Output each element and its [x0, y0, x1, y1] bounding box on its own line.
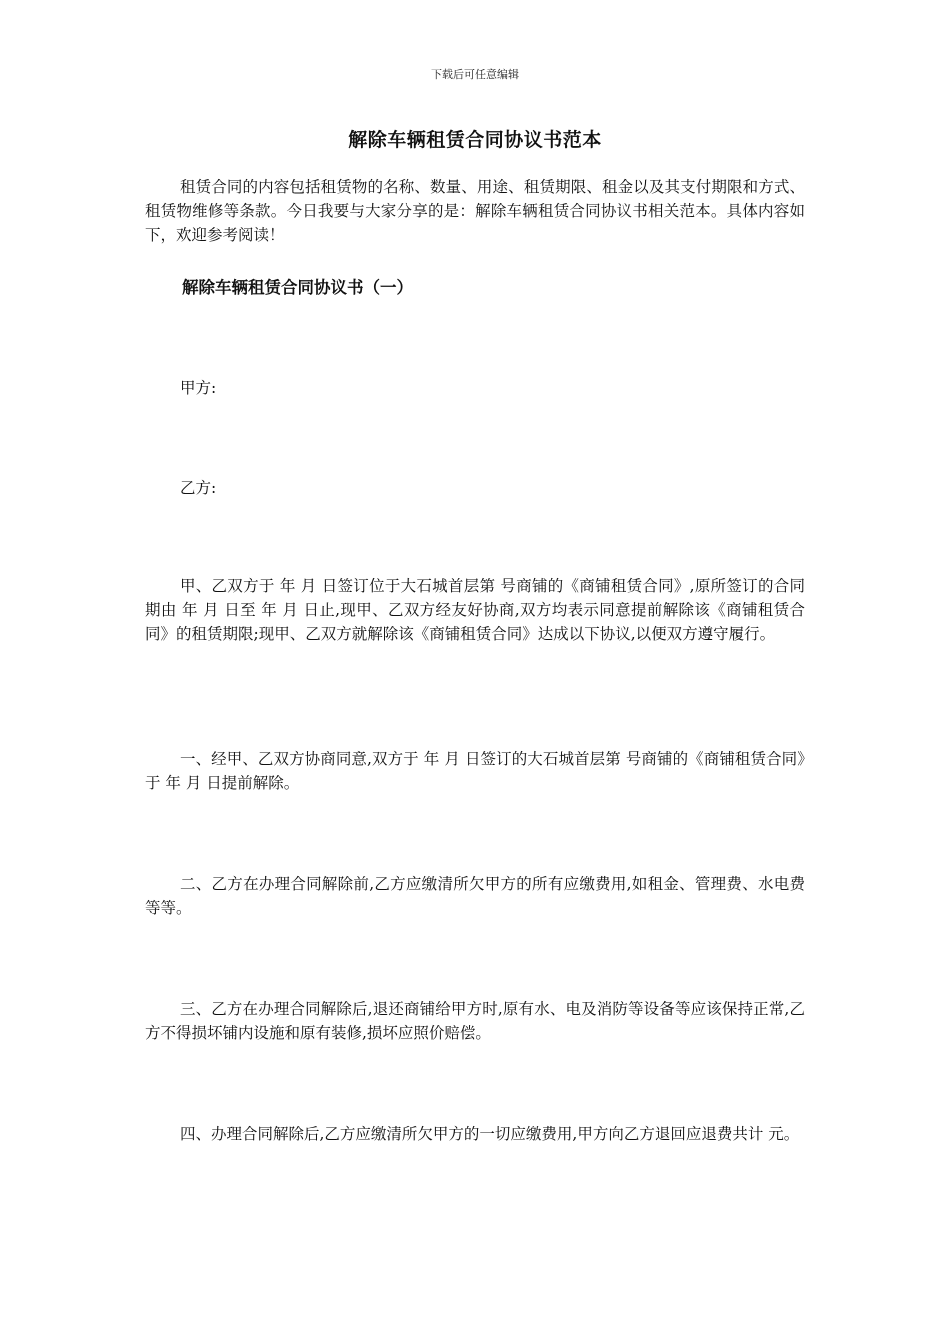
preamble-paragraph: 甲、乙双方于 年 月 日签订位于大石城首层第 号商铺的《商铺租赁合同》,原所签订的合同期由 年 月 日至 年 月 日止,现甲、乙双方经友好协商,双方均表示同意提前解除该《商铺租赁合同》的租赁期限;现甲、乙双方就解除该《商铺租赁合同》达成以下协议,以便双方遵守履行。	[145, 577, 805, 643]
clause-1: 一、经甲、乙双方协商同意,双方于 年 月 日签订的大石城首层第 号商铺的《商铺租赁合同》于 年 月 日提前解除。	[145, 750, 805, 792]
clause-4: 四、办理合同解除后,乙方应缴清所欠甲方的一切应缴费用,甲方向乙方退回应退费共计 元。	[180, 1125, 800, 1143]
party-a-label: 甲方:	[180, 379, 217, 397]
party-b-label: 乙方:	[180, 479, 217, 497]
clause-2: 二、乙方在办理合同解除前,乙方应缴清所欠甲方的所有应缴费用,如租金、管理费、水电费等等。	[145, 875, 805, 917]
document-title: 解除车辆租赁合同协议书范本	[348, 129, 602, 151]
intro-paragraph: 租赁合同的内容包括租赁物的名称、数量、用途、租赁期限、租金以及其支付期限和方式、租赁物维修等条款。今日我要与大家分享的是：解除车辆租赁合同协议书相关范本。具体内容如下，欢迎参考阅读！	[145, 178, 805, 244]
section-heading: 解除车辆租赁合同协议书（一）	[182, 278, 413, 297]
clause-3: 三、乙方在办理合同解除后,退还商铺给甲方时,原有水、电及消防等设备等应该保持正常,乙方不得损坏铺内设施和原有装修,损坏应照价赔偿。	[145, 1000, 805, 1042]
header-note: 下载后可任意编辑	[431, 68, 519, 81]
